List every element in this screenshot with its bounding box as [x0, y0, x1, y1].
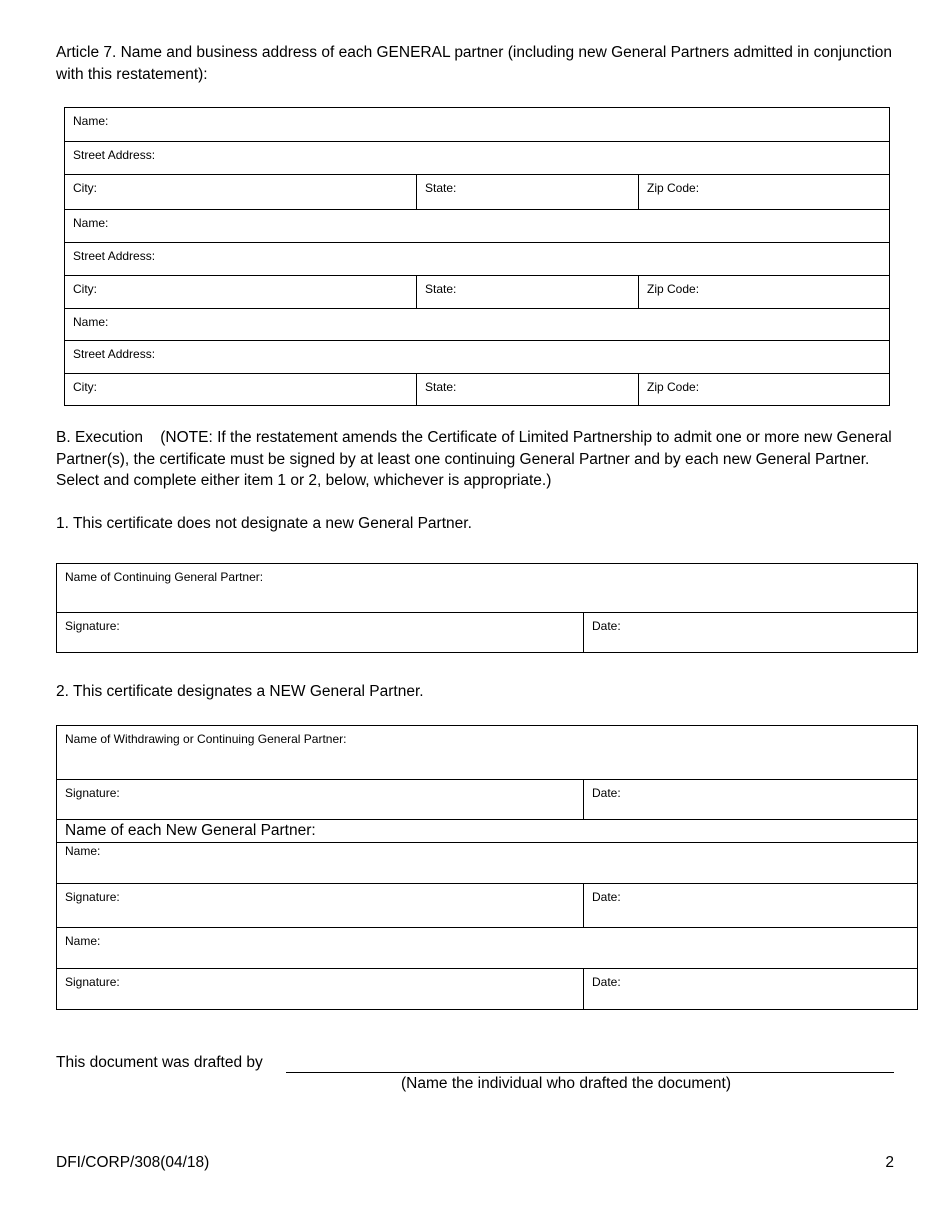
signature-label: Signature: — [65, 786, 120, 800]
partner-2-city-cell — [65, 276, 416, 308]
date-cell — [583, 780, 917, 819]
state-label: State: — [425, 282, 457, 296]
partner-3-zip-cell — [638, 374, 889, 405]
partner-2-name-row — [65, 209, 889, 242]
new-partner-table — [56, 725, 918, 1010]
date-cell — [583, 613, 917, 652]
partner-1-state-cell — [416, 175, 638, 209]
date-label: Date: — [592, 786, 621, 800]
continuing-partner-table — [56, 563, 918, 653]
partner-3-city-input[interactable] — [65, 374, 416, 405]
new-partners-heading: Name of each New General Partner: — [65, 822, 316, 839]
partner-2-zip-cell — [638, 276, 889, 308]
zip-code-label: Zip Code: — [647, 380, 700, 394]
partner-2-state-cell — [416, 276, 638, 308]
date-label: Date: — [592, 619, 621, 633]
partner-1-city-row — [65, 174, 889, 209]
city-label: City: — [73, 181, 97, 195]
partner-1-city-cell — [65, 175, 416, 209]
execution-heading: B. Execution — [56, 429, 144, 446]
signature-label: Signature: — [65, 619, 120, 633]
partner-1-name-input[interactable] — [65, 108, 889, 141]
partner-3-city-cell — [65, 374, 416, 405]
withdrawing-partner-name-row — [57, 726, 917, 779]
form-id: DFI/CORP/308(04/18) — [56, 1154, 210, 1171]
partner-3-name-row — [65, 308, 889, 340]
state-label: State: — [425, 181, 457, 195]
item-2-text: 2. This certificate designates a NEW General Partner. — [56, 683, 424, 700]
new-partner-1-name-row — [57, 842, 917, 883]
date-label: Date: — [592, 975, 621, 989]
continuing-partner-signature-input[interactable] — [57, 613, 583, 652]
zip-code-label: Zip Code: — [647, 282, 700, 296]
signature-label: Signature: — [65, 890, 120, 904]
city-label: City: — [73, 282, 97, 296]
date-cell — [583, 969, 917, 1009]
continuing-partner-signature-row — [57, 612, 917, 652]
signature-label: Signature: — [65, 975, 120, 989]
new-partner-1-signature-input[interactable] — [57, 884, 583, 927]
signature-cell — [57, 969, 583, 1009]
general-partners-table — [64, 107, 890, 406]
new-partner-2-signature-row — [57, 968, 917, 1009]
withdrawing-partner-signature-row — [57, 779, 917, 819]
execution-note: (NOTE: If the restatement amends the Certificate of Limited Partnership to admit one or more new General Partner(s), the certificate must be signed by at least one continuing General Partner and by each new General Partner. Select and complete either item 1 or 2, below, whichever is appropriate.) — [56, 429, 892, 489]
name-label: Name: — [65, 844, 101, 858]
new-partner-2-name-input[interactable] — [57, 928, 917, 968]
execution-paragraph — [56, 427, 896, 492]
partner-2-street-input[interactable] — [65, 243, 889, 275]
drafted-by-input[interactable] — [286, 1052, 894, 1073]
state-label: State: — [425, 380, 457, 394]
partner-3-name-input[interactable] — [65, 309, 889, 340]
street-address-label: Street Address: — [73, 148, 156, 162]
partner-2-name-input[interactable] — [65, 210, 889, 242]
withdrawing-partner-signature-input[interactable] — [57, 780, 583, 819]
name-label: Name: — [73, 315, 109, 329]
partner-1-city-input[interactable] — [65, 175, 416, 209]
date-label: Date: — [592, 890, 621, 904]
partner-2-city-row — [65, 275, 889, 308]
signature-cell — [57, 884, 583, 927]
partner-2-city-input[interactable] — [65, 276, 416, 308]
new-partners-heading-row — [57, 819, 917, 842]
item-1-text: 1. This certificate does not designate a new General Partner. — [56, 515, 472, 532]
new-partner-1-name-input[interactable] — [57, 843, 917, 883]
name-label: Name: — [73, 114, 109, 128]
signature-cell — [57, 613, 583, 652]
name-label: Name: — [65, 934, 101, 948]
name-label: Name: — [73, 216, 109, 230]
withdrawing-partner-date-input[interactable] — [584, 780, 917, 819]
drafted-by-caption: (Name the individual who drafted the document) — [401, 1075, 731, 1092]
continuing-partner-name-label: Name of Continuing General Partner: — [65, 570, 264, 584]
partner-3-state-cell — [416, 374, 638, 405]
article-7-heading: Article 7. Name and business address of each GENERAL partner (including new General Partners admitted in conjunction with this restatement): — [56, 44, 893, 83]
page-number: 2 — [885, 1154, 894, 1171]
new-partner-1-signature-row — [57, 883, 917, 927]
street-address-label: Street Address: — [73, 249, 156, 263]
zip-code-label: Zip Code: — [647, 181, 700, 195]
partner-2-street-row — [65, 242, 889, 275]
street-address-label: Street Address: — [73, 347, 156, 361]
withdrawing-partner-name-label: Name of Withdrawing or Continuing General Partner: — [65, 732, 347, 746]
continuing-partner-name-row — [57, 564, 917, 612]
partner-1-name-row — [65, 108, 889, 141]
partner-1-zip-cell — [638, 175, 889, 209]
partner-1-street-input[interactable] — [65, 142, 889, 174]
date-cell — [583, 884, 917, 927]
partner-3-city-row — [65, 373, 889, 405]
city-label: City: — [73, 380, 97, 394]
drafted-by-label: This document was drafted by — [56, 1054, 263, 1071]
new-partner-2-date-input[interactable] — [584, 969, 917, 1009]
partner-1-street-row — [65, 141, 889, 174]
new-partner-2-name-row — [57, 927, 917, 968]
partner-3-street-input[interactable] — [65, 341, 889, 373]
new-partner-2-signature-input[interactable] — [57, 969, 583, 1009]
continuing-partner-date-input[interactable] — [584, 613, 917, 652]
partner-3-street-row — [65, 340, 889, 373]
new-partner-1-date-input[interactable] — [584, 884, 917, 927]
signature-cell — [57, 780, 583, 819]
